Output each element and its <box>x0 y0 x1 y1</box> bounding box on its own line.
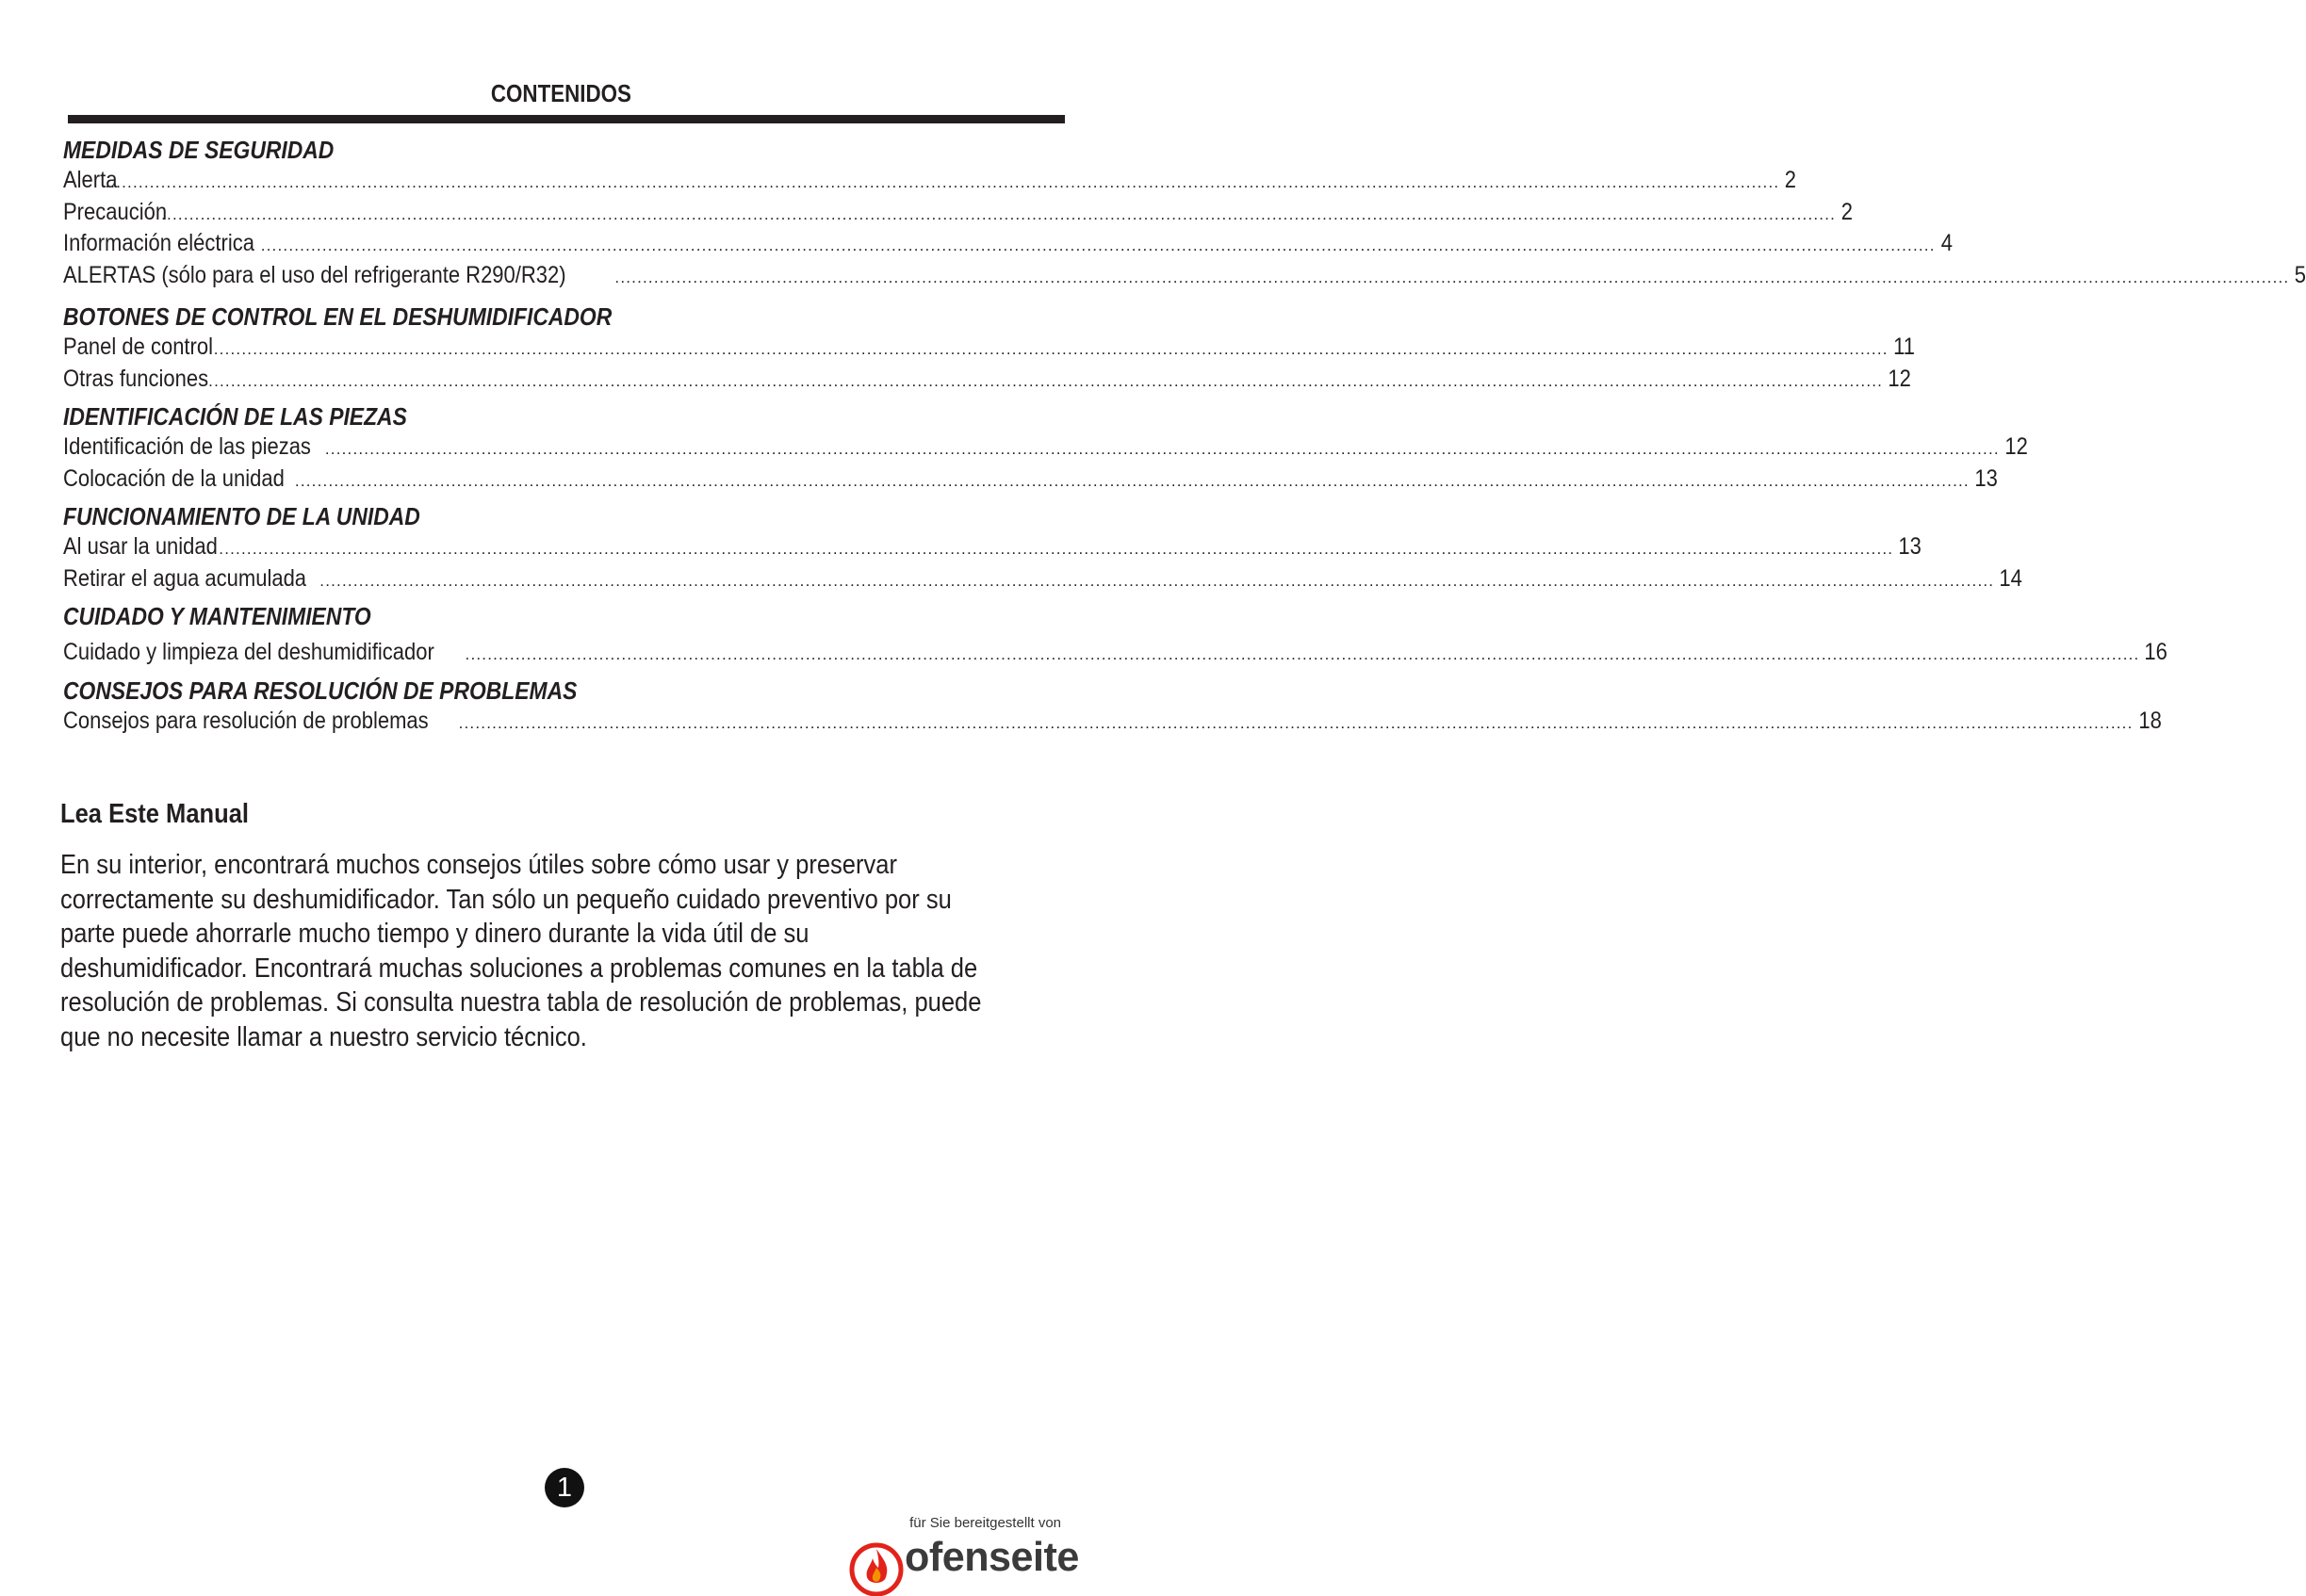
toc-entry[interactable] <box>63 165 1797 197</box>
toc-section-operation <box>63 501 2023 594</box>
toc-dot-leader: ............................................................................................................................................................................................................................................................................................................ <box>465 645 2140 663</box>
toc-section-safety <box>63 135 2306 291</box>
toc-entry-page: 16 <box>2144 639 2168 665</box>
toc-entry-title: Panel de control <box>63 334 214 360</box>
toc-entry[interactable] <box>63 332 1915 364</box>
page-number-badge: 1 <box>545 1468 584 1507</box>
toc-entry-title: Identificación de las piezas <box>63 433 311 460</box>
toc-entry-page: 18 <box>2137 707 2162 734</box>
toc-entry[interactable] <box>63 364 1911 396</box>
toc-section-heading: MEDIDAS DE SEGURIDAD <box>63 136 335 164</box>
toc-entry-page: 4 <box>1940 230 1953 256</box>
toc-entry-title: Otras funciones <box>63 365 209 392</box>
toc-entry-page: 11 <box>1892 334 1915 360</box>
toc-section-heading: CONSEJOS PARA RESOLUCIÓN DE PROBLEMAS <box>63 676 578 705</box>
toc-section-parts <box>63 401 2028 495</box>
toc-dot-leader: ............................................................................................................................................................................................................................................................................................................ <box>213 340 1889 358</box>
toc-entry-title: ALERTAS (sólo para el uso del refrigerante R290/R32) <box>63 261 566 288</box>
title-rule <box>68 115 1065 123</box>
toc-entry-title: Alerta <box>63 167 118 193</box>
toc-section-heading: CUIDADO Y MANTENIMIENTO <box>63 602 371 630</box>
toc-entry-title: Consejos para resolución de problemas <box>63 707 429 734</box>
toc-dot-leader: ............................................................................................................................................................................................................................................................................................................ <box>614 268 2290 286</box>
toc-section-troubleshooting <box>63 676 2162 738</box>
toc-entry[interactable] <box>63 637 2168 669</box>
toc-entry-page: 13 <box>1898 533 1922 560</box>
toc-entry[interactable] <box>63 563 2023 595</box>
intro-paragraph: En su interior, encontrará muchos consejos útiles sobre cómo usar y preservar correctamente su deshumidificador. Tan sólo un pequeño cuidado preventivo por su parte puede ahorrarle mucho tiempo y dinero durante la vida útil de su deshumidificador. Encontrará muchas soluciones a problemas comunes en la tabla de resolución de problemas. Si consulta nuestra tabla de resolución de problemas, puede que no necesite llamar a nuestro servicio técnico. <box>60 850 982 1052</box>
brand-tagline: für Sie bereitgestellt von <box>909 1515 1061 1531</box>
toc-section-heading: BOTONES DE CONTROL EN EL DESHUMIDIFICADOR <box>63 302 613 331</box>
toc-dot-leader: ............................................................................................................................................................................................................................................................................................................ <box>105 173 1780 191</box>
toc-entry-page: 12 <box>1888 365 1911 392</box>
page-title: CONTENIDOS <box>490 79 631 107</box>
toc-entry[interactable] <box>63 464 1998 496</box>
toc-section-care <box>63 601 2168 669</box>
toc-entry-title: Colocación de la unidad <box>63 464 285 492</box>
toc-entry-page: 12 <box>2004 433 2028 460</box>
toc-entry-title: Precaución <box>63 198 168 225</box>
intro-heading: Lea Este Manual <box>60 799 249 829</box>
toc-dot-leader: ............................................................................................................................................................................................................................................................................................................ <box>260 236 1936 254</box>
toc-dot-leader: ............................................................................................................................................................................................................................................................................................................ <box>458 713 2134 732</box>
toc-entry-page: 14 <box>1999 564 2023 592</box>
toc-entry-page: 13 <box>1974 464 1998 492</box>
table-of-contents <box>63 135 2306 737</box>
brand-name: ofenseite <box>905 1534 1079 1580</box>
toc-entry[interactable] <box>63 228 1953 260</box>
toc-entry-title: Cuidado y limpieza del deshumidificador <box>63 639 434 665</box>
toc-section-heading: IDENTIFICACIÓN DE LAS PIEZAS <box>63 402 407 431</box>
toc-entry-page: 2 <box>1840 198 1854 225</box>
toc-section-heading: FUNCIONAMIENTO DE LA UNIDAD <box>63 502 420 530</box>
toc-entry[interactable] <box>63 432 2028 464</box>
toc-dot-leader: ............................................................................................................................................................................................................................................................................................................ <box>324 440 2000 458</box>
toc-dot-leader: ............................................................................................................................................................................................................................................................................................................ <box>319 571 1995 590</box>
toc-entry[interactable] <box>63 531 1922 563</box>
toc-entry-title: Al usar la unidad <box>63 533 218 560</box>
brand-footer[interactable] <box>841 1515 1079 1581</box>
toc-entry[interactable] <box>63 197 1854 229</box>
toc-entry-title: Retirar el agua acumulada <box>63 564 307 592</box>
flame-icon <box>848 1539 905 1596</box>
toc-entry-page: 5 <box>2295 261 2306 288</box>
toc-dot-leader: ............................................................................................................................................................................................................................................................................................................ <box>161 204 1837 223</box>
toc-section-controls <box>63 301 1915 395</box>
toc-dot-leader: ............................................................................................................................................................................................................................................................................................................ <box>208 371 1884 390</box>
toc-dot-leader: ............................................................................................................................................................................................................................................................................................................ <box>294 471 1970 490</box>
toc-entry[interactable] <box>63 706 2162 738</box>
toc-dot-leader: ............................................................................................................................................................................................................................................................................................................ <box>219 540 1894 558</box>
toc-entry-page: 2 <box>1785 167 1797 193</box>
toc-entry-title: Información eléctrica <box>63 230 254 256</box>
toc-entry[interactable] <box>63 260 2306 292</box>
